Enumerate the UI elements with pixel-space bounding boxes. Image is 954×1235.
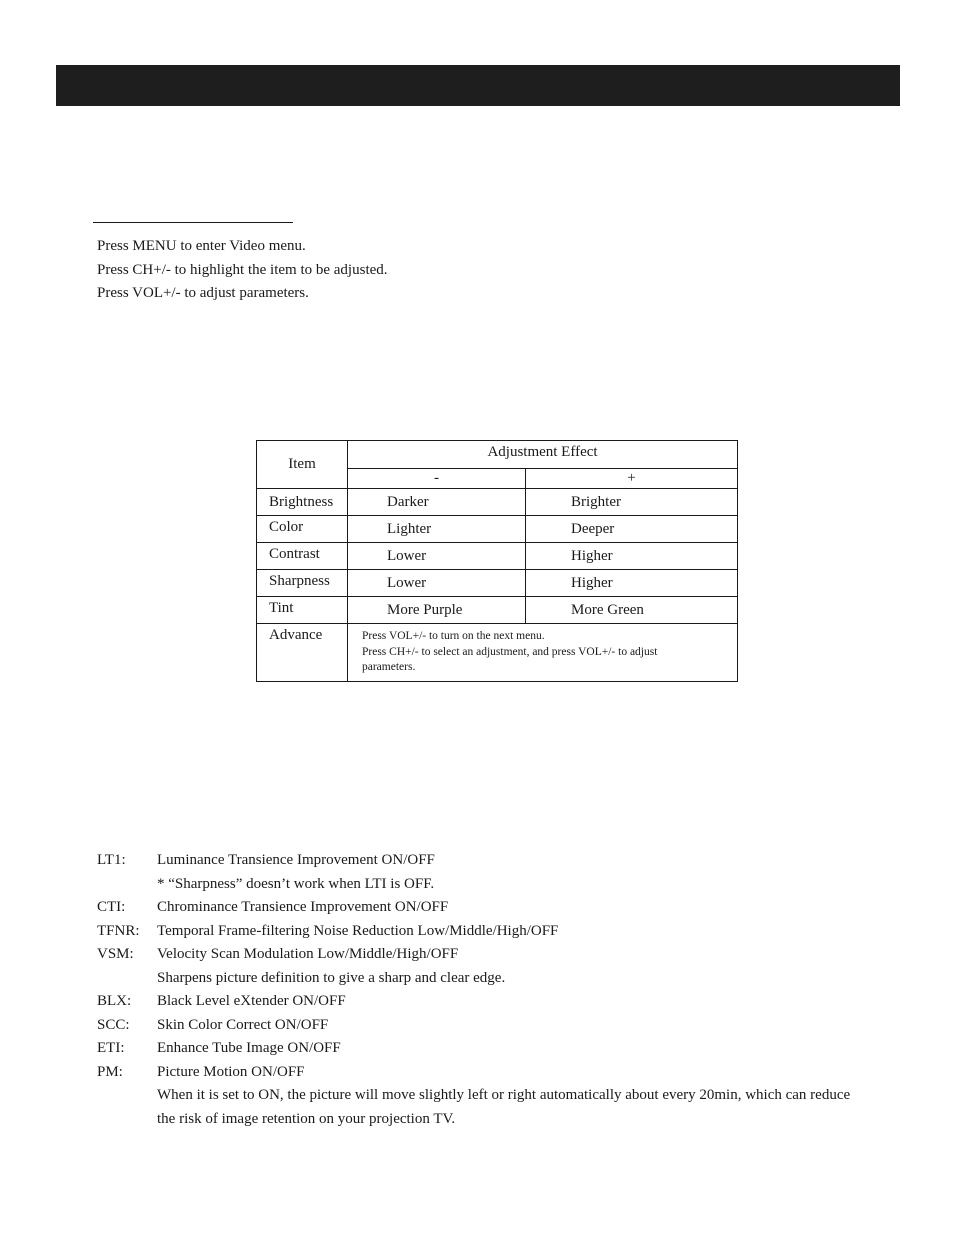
item-name: Color xyxy=(257,516,348,543)
step-3: Press VOL+/- to adjust parameters. xyxy=(97,285,309,302)
feature-abbr xyxy=(97,1084,157,1131)
feature-desc: Chrominance Transience Improvement ON/OFF xyxy=(157,899,449,915)
feature-abbr: ETI: xyxy=(97,1040,125,1056)
minus-effect: More Purple xyxy=(348,597,526,624)
item-name: Tint xyxy=(257,597,348,624)
list-item xyxy=(97,1014,857,1038)
adjustment-table xyxy=(256,440,738,682)
feature-list xyxy=(97,849,857,1131)
feature-desc: Black Level eXtender ON/OFF xyxy=(157,993,346,1009)
plus-effect: More Green xyxy=(526,597,738,624)
list-item xyxy=(97,920,857,944)
item-name: Brightness xyxy=(257,489,348,516)
feature-desc: Picture Motion ON/OFF xyxy=(157,1063,305,1080)
table-header-row xyxy=(257,441,738,469)
advance-note xyxy=(348,624,738,682)
plus-effect: Higher xyxy=(526,543,738,570)
minus-effect: Lower xyxy=(348,543,526,570)
item-name: Contrast xyxy=(257,543,348,570)
plus-header: + xyxy=(526,468,738,488)
list-item xyxy=(97,1061,857,1085)
feature-abbr: PM: xyxy=(97,1063,123,1080)
list-item xyxy=(97,943,857,967)
feature-desc: Velocity Scan Modulation Low/Middle/High/OFF xyxy=(157,946,459,962)
feature-abbr: LT1: xyxy=(97,852,126,868)
advance-note-line-3: parameters. xyxy=(362,661,416,673)
feature-abbr xyxy=(97,873,157,897)
table-row-advance xyxy=(257,624,738,682)
section-underline xyxy=(93,222,293,223)
list-item xyxy=(97,1084,857,1131)
adjustment-effect-header: Adjustment Effect xyxy=(348,441,738,469)
plus-effect: Deeper xyxy=(526,516,738,543)
feature-desc: Sharpens picture definition to give a sharp and clear edge. xyxy=(157,969,506,986)
feature-desc: When it is set to ON, the picture will move slightly left or right automatically about every 20min, which can reduce the risk of image retention on your projection TV. xyxy=(157,1087,851,1127)
plus-effect: Higher xyxy=(526,570,738,597)
instruction-steps xyxy=(97,235,388,306)
advance-note-line-1: Press VOL+/- to turn on the next menu. xyxy=(362,630,545,642)
feature-abbr: SCC: xyxy=(97,1016,130,1033)
list-item xyxy=(97,1037,857,1061)
list-item xyxy=(97,849,857,873)
table-row xyxy=(257,516,738,543)
feature-desc: * “Sharpness” doesn’t work when LTI is OFF. xyxy=(157,875,435,892)
table-row xyxy=(257,597,738,624)
table-row xyxy=(257,489,738,516)
list-item xyxy=(97,990,857,1014)
item-name: Sharpness xyxy=(257,570,348,597)
step-2: Press CH+/- to highlight the item to be adjusted. xyxy=(97,261,388,278)
feature-abbr: TFNR: xyxy=(97,922,140,939)
feature-desc: Temporal Frame-filtering Noise Reduction Low/Middle/High/OFF xyxy=(157,922,559,939)
minus-effect: Darker xyxy=(348,489,526,516)
table-row xyxy=(257,570,738,597)
feature-abbr: CTI: xyxy=(97,899,126,915)
header-bar xyxy=(56,65,900,106)
feature-desc: Enhance Tube Image ON/OFF xyxy=(157,1040,341,1056)
minus-effect: Lower xyxy=(348,570,526,597)
list-item xyxy=(97,967,857,991)
list-item xyxy=(97,896,857,920)
feature-desc: Luminance Transience Improvement ON/OFF xyxy=(157,852,435,868)
feature-abbr: VSM: xyxy=(97,946,134,962)
minus-effect: Lighter xyxy=(348,516,526,543)
feature-abbr: BLX: xyxy=(97,993,132,1009)
step-1: Press MENU to enter Video menu. xyxy=(97,238,306,254)
feature-abbr xyxy=(97,967,157,991)
advance-note-line-2: Press CH+/- to select an adjustment, and press VOL+/- to adjust xyxy=(362,645,658,658)
table-row xyxy=(257,543,738,570)
item-header: Item xyxy=(257,441,348,489)
feature-desc: Skin Color Correct ON/OFF xyxy=(157,1016,329,1033)
list-item xyxy=(97,873,857,897)
item-name: Advance xyxy=(257,624,348,682)
minus-header: - xyxy=(348,468,526,488)
plus-effect: Brighter xyxy=(526,489,738,516)
